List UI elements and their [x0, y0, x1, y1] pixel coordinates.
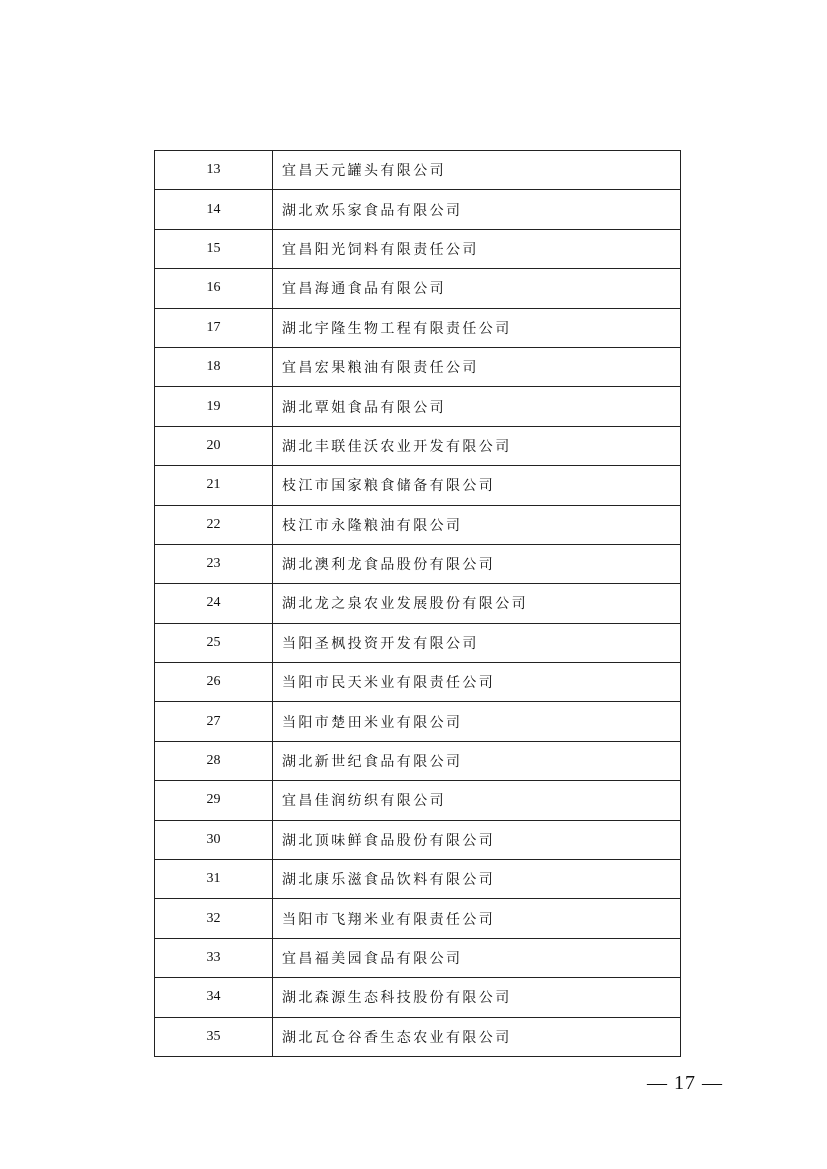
row-number-cell: 19: [155, 387, 273, 426]
table-row: [155, 741, 681, 780]
table-row: [155, 151, 681, 190]
table-row: [155, 190, 681, 229]
table-row: [155, 269, 681, 308]
company-name-cell: 当阳市楚田米业有限公司: [273, 702, 681, 741]
company-name-cell: 湖北丰联佳沃农业开发有限公司: [273, 426, 681, 465]
company-name-cell: 湖北新世纪食品有限公司: [273, 741, 681, 780]
table-row: [155, 781, 681, 820]
table-row: [155, 938, 681, 977]
table-row: [155, 505, 681, 544]
row-number-cell: 32: [155, 899, 273, 938]
company-name-cell: 宜昌天元罐头有限公司: [273, 151, 681, 190]
row-number-cell: 13: [155, 151, 273, 190]
company-name-cell: 当阳市民天米业有限责任公司: [273, 663, 681, 702]
company-name-cell: 湖北顶味鲜食品股份有限公司: [273, 820, 681, 859]
row-number-cell: 17: [155, 308, 273, 347]
row-number-cell: 20: [155, 426, 273, 465]
company-table: [154, 150, 681, 1057]
company-name-cell: 宜昌阳光饲料有限责任公司: [273, 229, 681, 268]
row-number-cell: 27: [155, 702, 273, 741]
row-number-cell: 31: [155, 860, 273, 899]
company-name-cell: 湖北澳利龙食品股份有限公司: [273, 544, 681, 583]
company-name-cell: 湖北欢乐家食品有限公司: [273, 190, 681, 229]
row-number-cell: 21: [155, 466, 273, 505]
company-name-cell: 湖北覃姐食品有限公司: [273, 387, 681, 426]
table-row: [155, 623, 681, 662]
company-name-cell: 宜昌福美园食品有限公司: [273, 938, 681, 977]
row-number-cell: 16: [155, 269, 273, 308]
row-number-cell: 23: [155, 544, 273, 583]
table-row: [155, 466, 681, 505]
company-name-cell: 宜昌宏果粮油有限责任公司: [273, 347, 681, 386]
table-row: [155, 387, 681, 426]
company-name-cell: 枝江市国家粮食储备有限公司: [273, 466, 681, 505]
table-row: [155, 544, 681, 583]
company-table-body: [155, 151, 681, 1057]
company-name-cell: 当阳市飞翔米业有限责任公司: [273, 899, 681, 938]
table-row: [155, 978, 681, 1017]
row-number-cell: 25: [155, 623, 273, 662]
table-row: [155, 426, 681, 465]
table-row: [155, 229, 681, 268]
row-number-cell: 33: [155, 938, 273, 977]
table-row: [155, 663, 681, 702]
table-row: [155, 347, 681, 386]
table-row: [155, 1017, 681, 1056]
row-number-cell: 15: [155, 229, 273, 268]
company-name-cell: 湖北康乐滋食品饮料有限公司: [273, 860, 681, 899]
row-number-cell: 28: [155, 741, 273, 780]
company-name-cell: 湖北瓦仓谷香生态农业有限公司: [273, 1017, 681, 1056]
row-number-cell: 18: [155, 347, 273, 386]
company-name-cell: 枝江市永隆粮油有限公司: [273, 505, 681, 544]
company-name-cell: 当阳圣枫投资开发有限公司: [273, 623, 681, 662]
row-number-cell: 29: [155, 781, 273, 820]
company-name-cell: 湖北龙之泉农业发展股份有限公司: [273, 584, 681, 623]
table-row: [155, 860, 681, 899]
table-row: [155, 702, 681, 741]
table-row: [155, 820, 681, 859]
table-row: [155, 584, 681, 623]
company-name-cell: 湖北宇隆生物工程有限责任公司: [273, 308, 681, 347]
table-row: [155, 899, 681, 938]
row-number-cell: 26: [155, 663, 273, 702]
row-number-cell: 22: [155, 505, 273, 544]
row-number-cell: 35: [155, 1017, 273, 1056]
row-number-cell: 34: [155, 978, 273, 1017]
company-name-cell: 湖北森源生态科技股份有限公司: [273, 978, 681, 1017]
row-number-cell: 30: [155, 820, 273, 859]
row-number-cell: 24: [155, 584, 273, 623]
row-number-cell: 14: [155, 190, 273, 229]
table-row: [155, 308, 681, 347]
page-number: — 17 —: [647, 1072, 723, 1094]
company-name-cell: 宜昌佳润纺织有限公司: [273, 781, 681, 820]
company-name-cell: 宜昌海通食品有限公司: [273, 269, 681, 308]
